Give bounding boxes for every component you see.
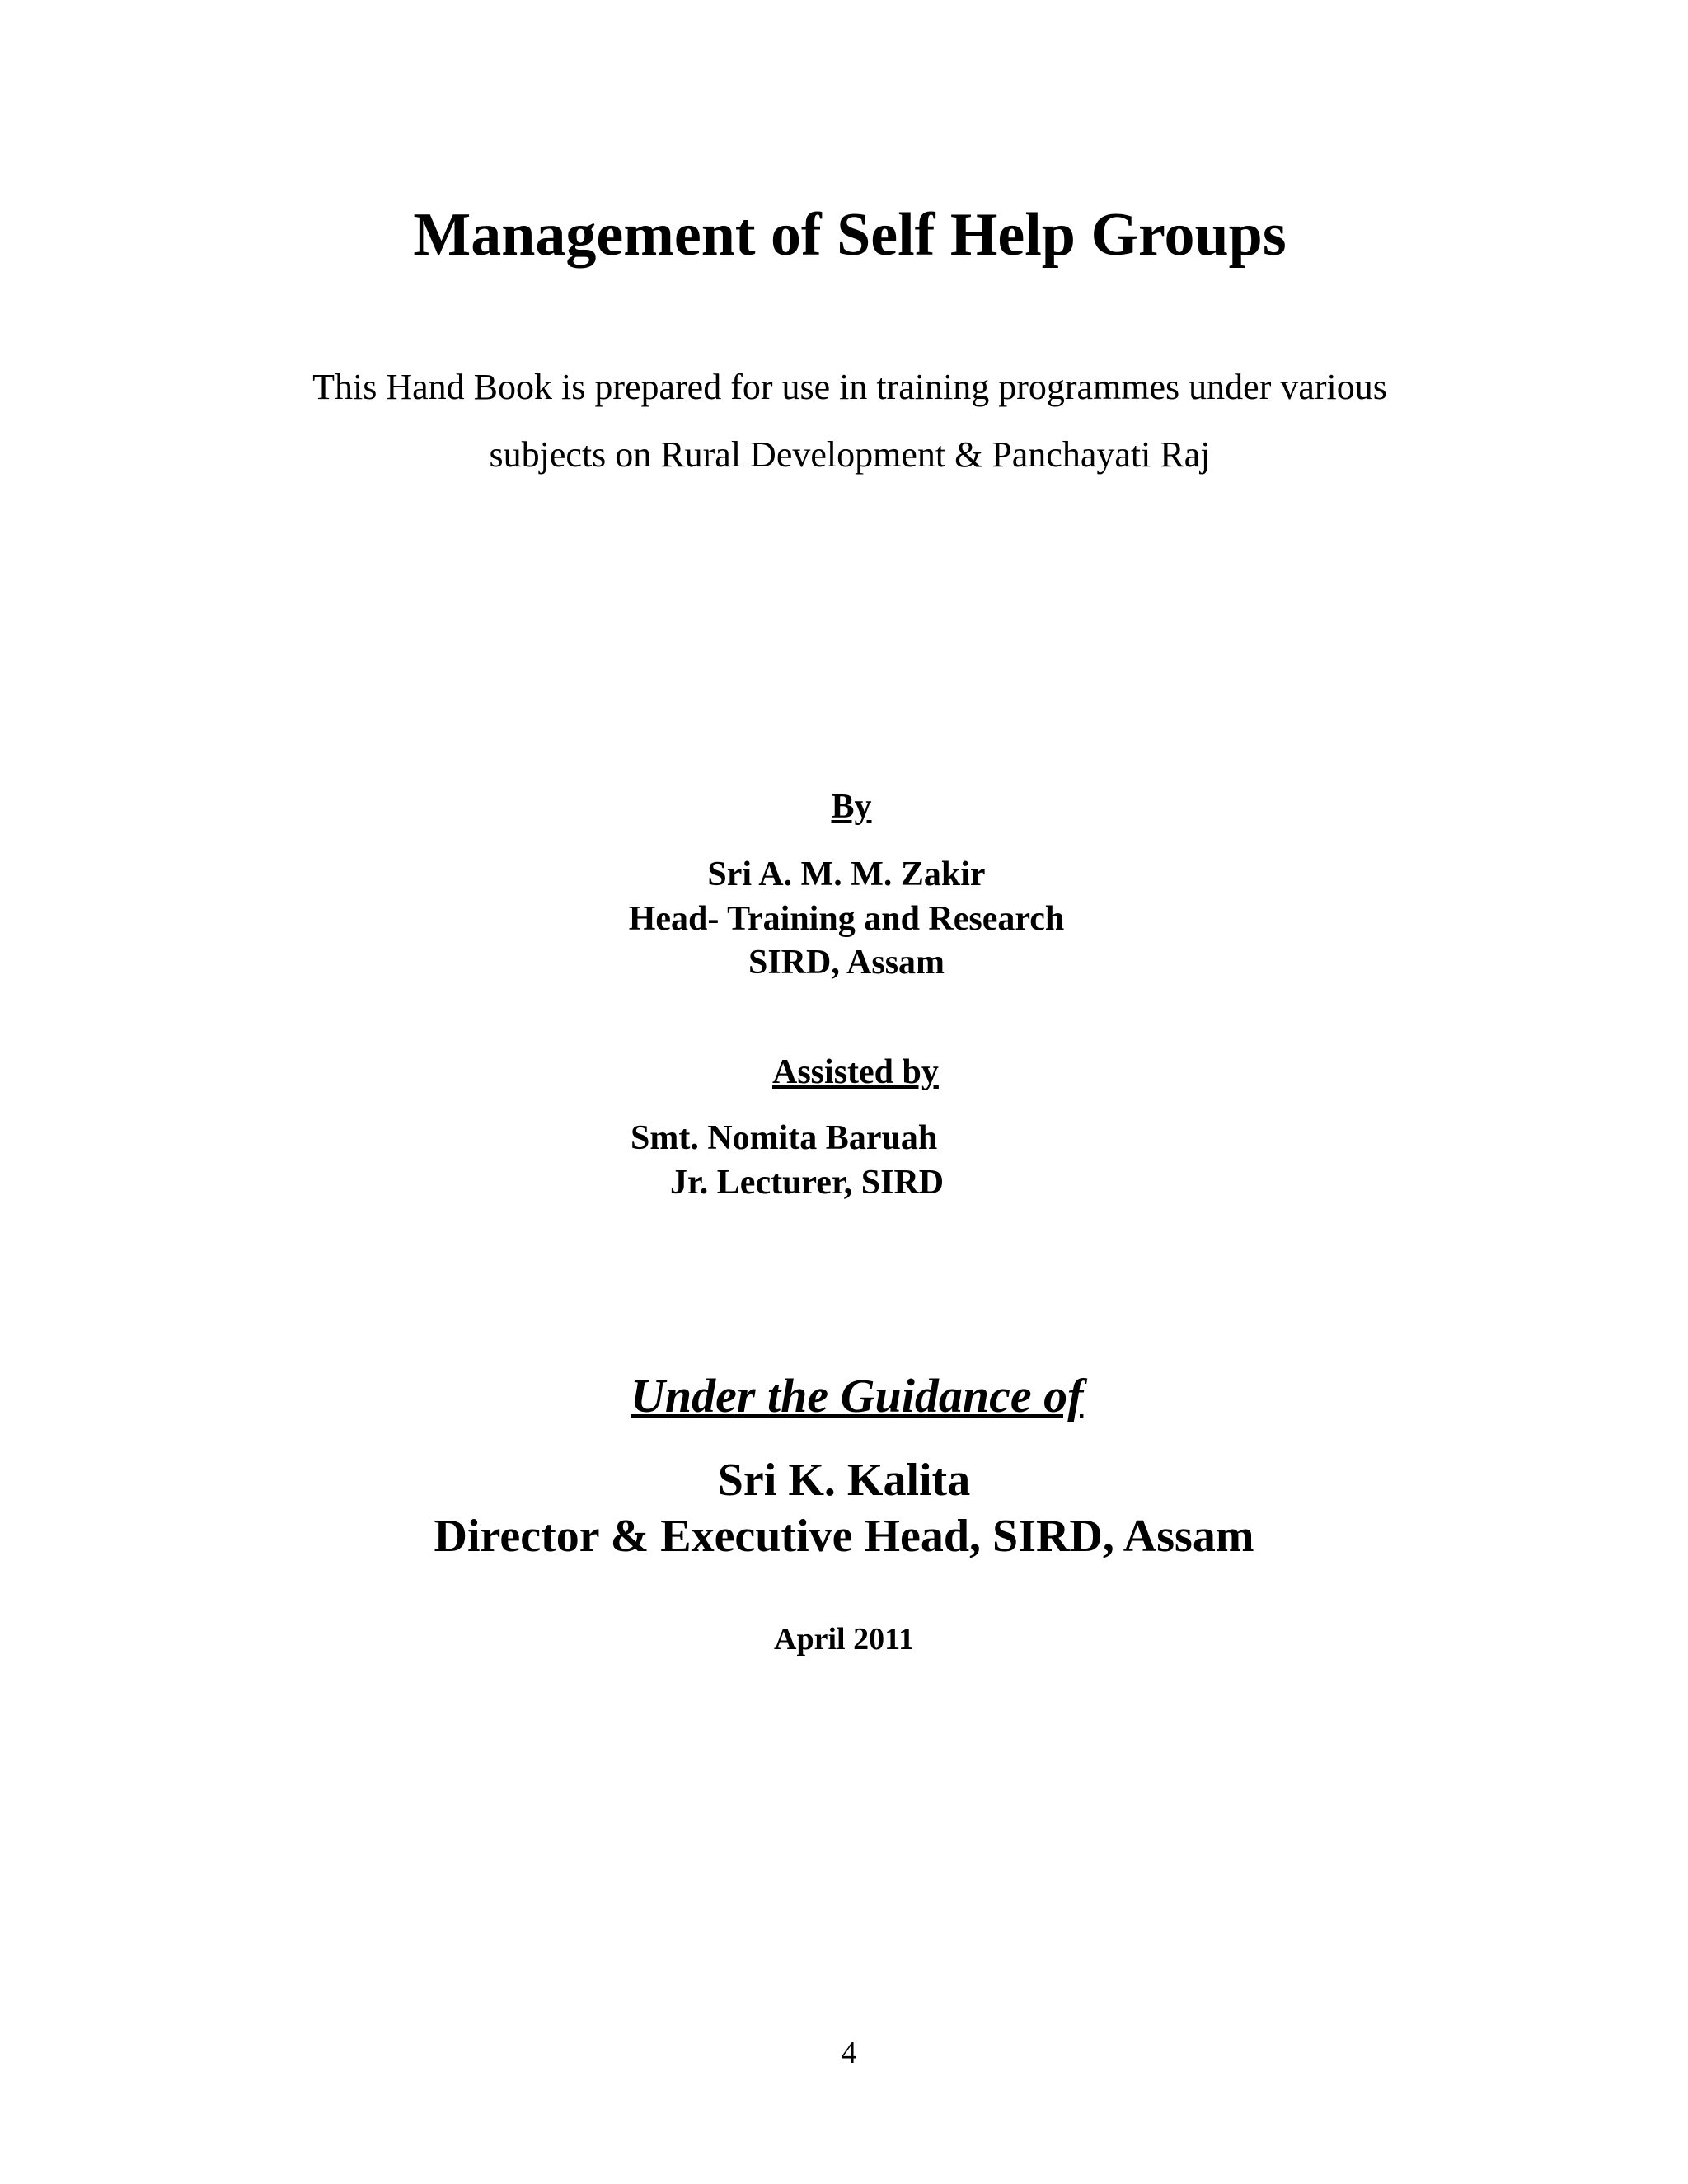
assisted-by-heading: Assisted by bbox=[772, 1053, 939, 1091]
assistant-role: Jr. Lecturer, SIRD bbox=[670, 1164, 945, 1202]
subtitle-line-2: subjects on Rural Development & Panchayati Raj bbox=[489, 434, 1211, 475]
author-organization: SIRD, Assam bbox=[748, 944, 945, 982]
page-number: 4 bbox=[841, 2036, 857, 2070]
author-name: Sri A. M. M. Zakir bbox=[707, 855, 986, 893]
assistant-name: Smt. Nomita Baruah bbox=[631, 1119, 938, 1157]
guide-role: Director & Executive Head, SIRD, Assam bbox=[434, 1511, 1254, 1562]
by-heading: By bbox=[831, 788, 872, 826]
author-role: Head- Training and Research bbox=[628, 900, 1065, 938]
document-title: Management of Self Help Groups bbox=[413, 201, 1287, 269]
guide-name: Sri K. Kalita bbox=[717, 1455, 971, 1506]
subtitle-line-1: This Hand Book is prepared for use in training programmes under various bbox=[312, 367, 1387, 407]
publication-date: April 2011 bbox=[774, 1622, 914, 1657]
guidance-heading: Under the Guidance of bbox=[631, 1369, 1084, 1422]
